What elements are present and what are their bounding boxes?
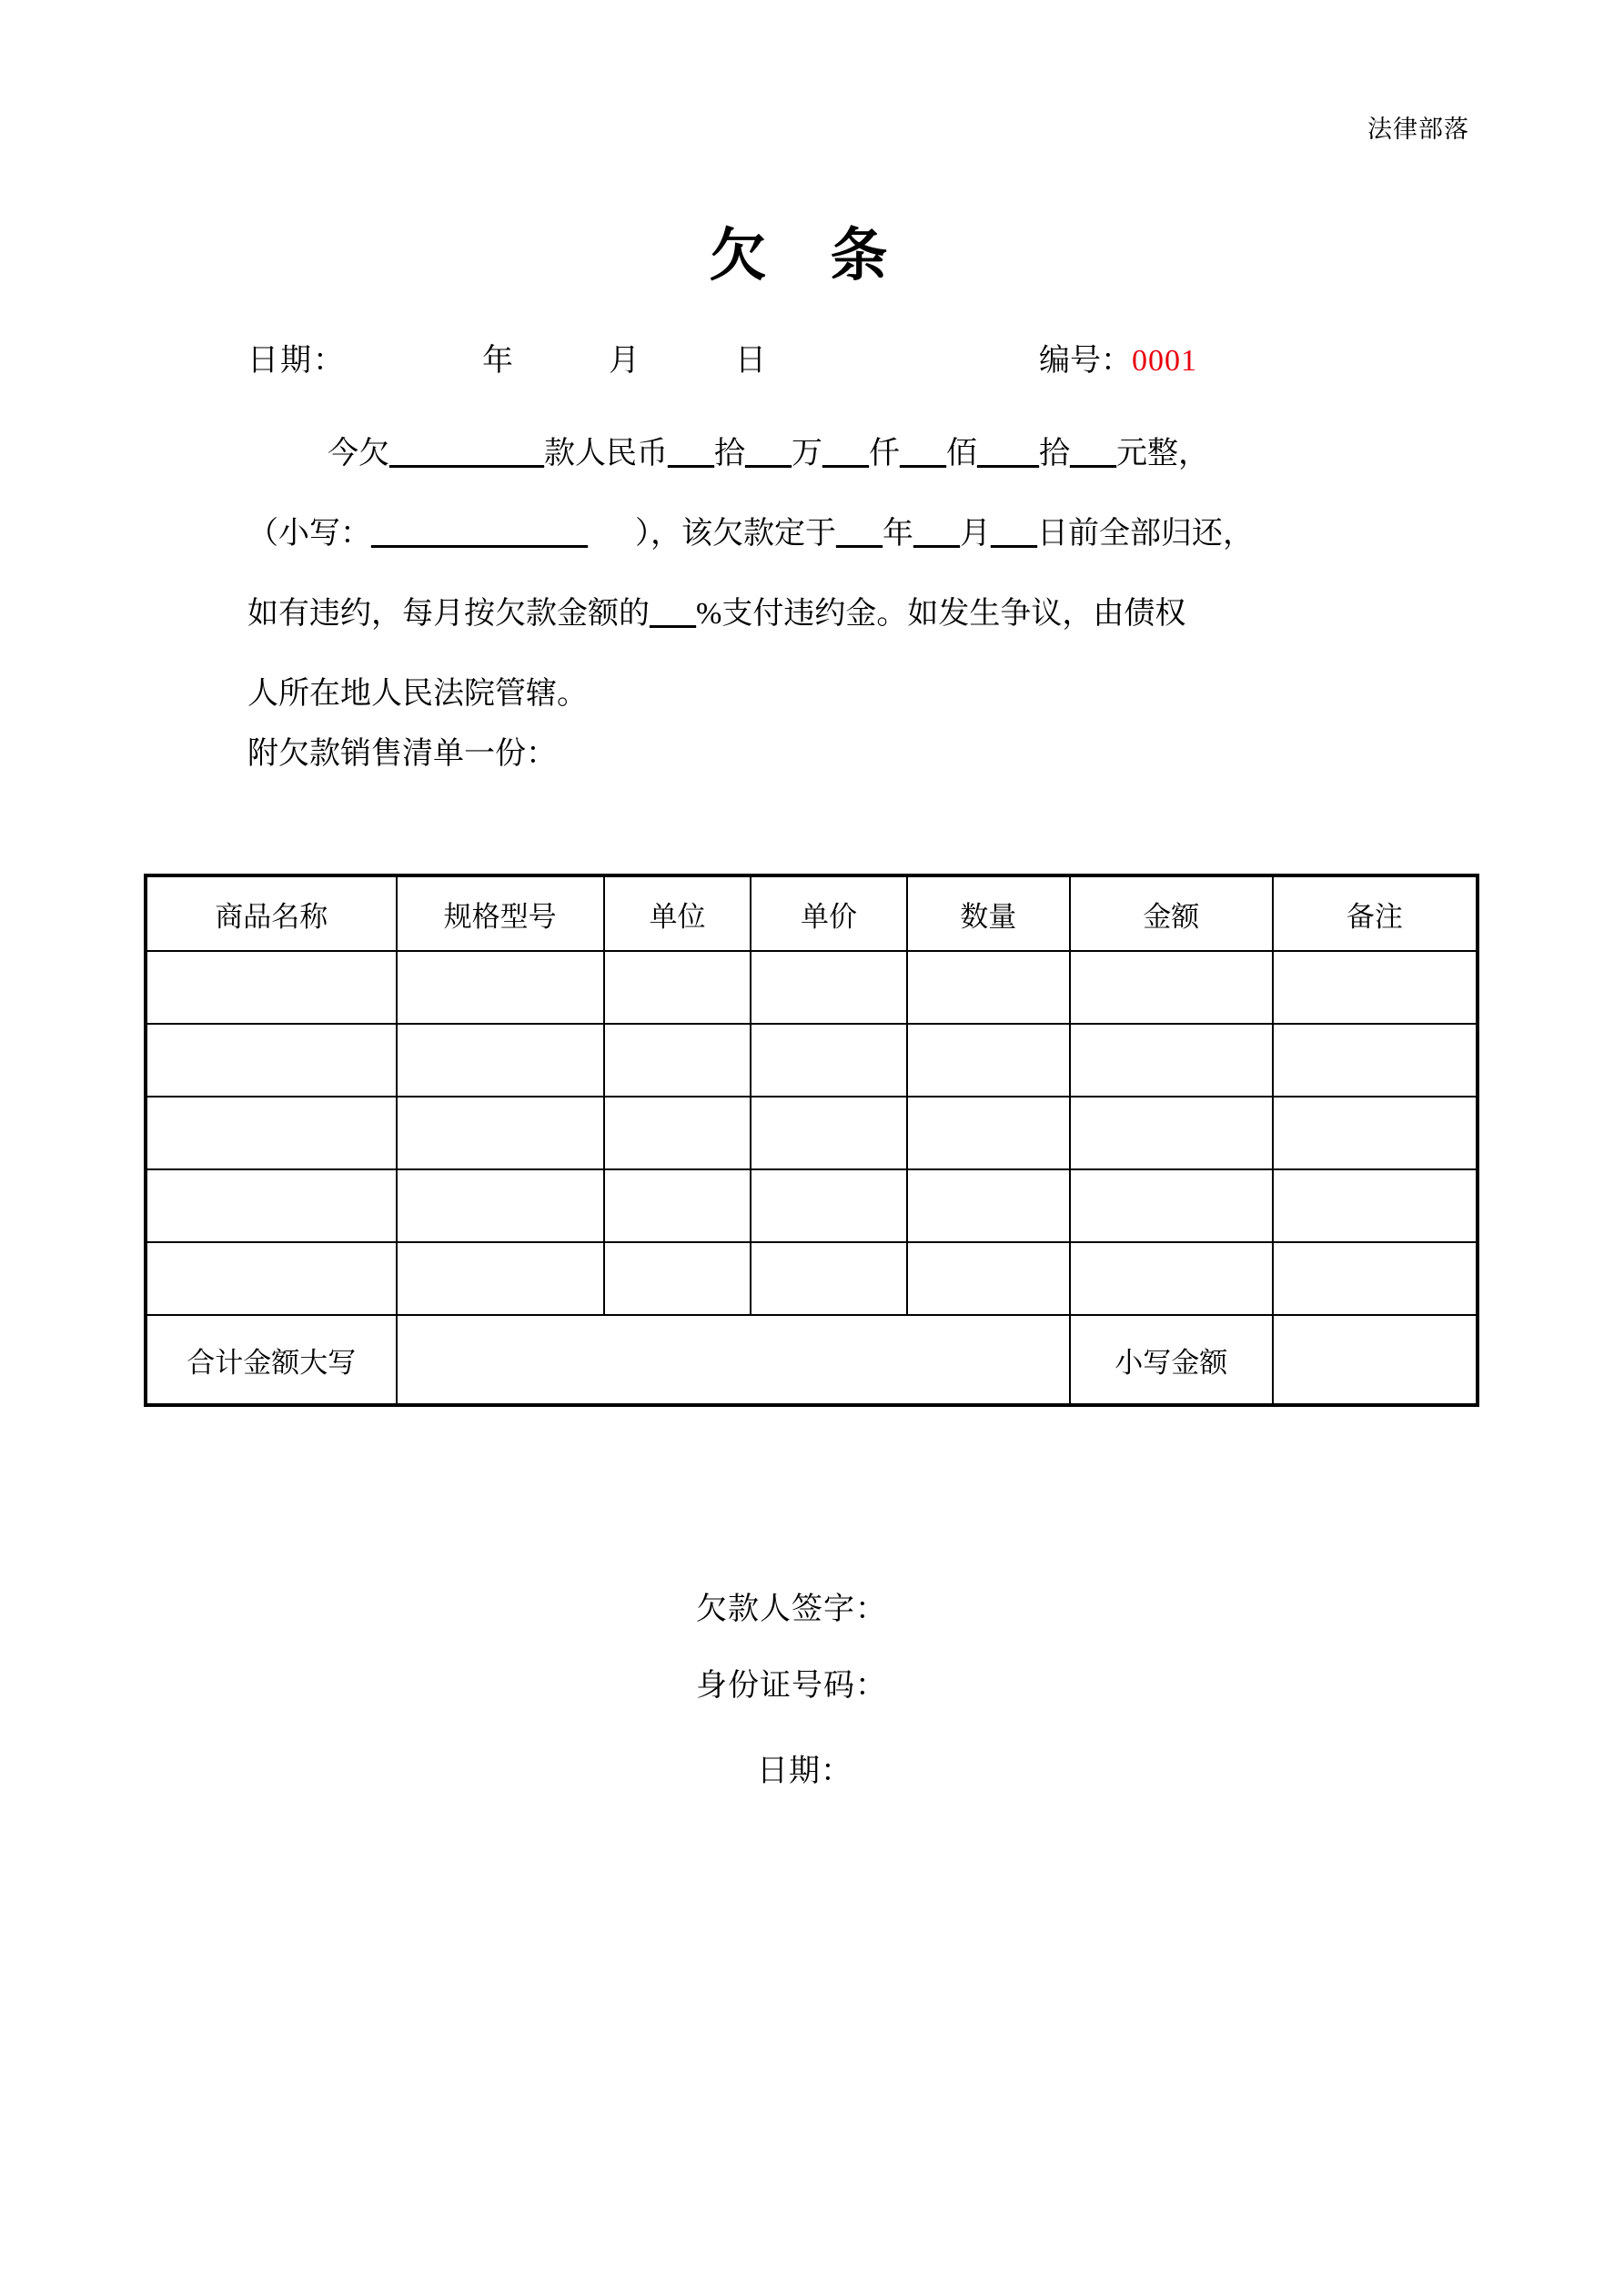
attachment-note: 附欠款销售清单一份：	[247, 737, 557, 771]
line1-j: 佰	[946, 437, 977, 470]
meta-row	[247, 335, 1376, 379]
table-header-cell: 商品名称	[146, 875, 397, 951]
line2-b: ），该欠款定于	[635, 517, 836, 551]
line2-blank: ______________	[371, 517, 588, 551]
table-row	[146, 1097, 1478, 1169]
line3-b: ___	[650, 597, 696, 631]
table-cell[interactable]	[907, 1242, 1070, 1315]
total-amount-value[interactable]	[397, 1315, 1070, 1405]
line2-c: ___	[836, 517, 883, 551]
total-amount-label: 合计金额大写	[146, 1315, 397, 1405]
goods-table	[144, 874, 1479, 1407]
table-cell[interactable]	[751, 1169, 907, 1242]
title-char-1: 欠	[709, 224, 794, 288]
table-cell[interactable]	[907, 951, 1070, 1024]
table-row	[146, 1169, 1478, 1242]
line1-m: ___	[1070, 437, 1116, 470]
header-brand: 法律部落	[1367, 116, 1469, 143]
table-cell[interactable]	[1070, 1024, 1273, 1097]
line1-b: 款人民币	[544, 437, 668, 470]
number-label: 编号：	[1039, 344, 1132, 378]
page-title	[0, 209, 1624, 292]
table-cell[interactable]	[907, 1097, 1070, 1169]
signature-date-label: 日期：	[757, 1755, 852, 1788]
table-header-cell: 备注	[1273, 875, 1478, 951]
table-cell[interactable]	[604, 1242, 751, 1315]
table-cell[interactable]	[1273, 1242, 1478, 1315]
table-header-cell: 金额	[1070, 875, 1273, 951]
line2-a: （小写：	[247, 517, 371, 551]
body-line-4	[247, 654, 1430, 734]
table-header-cell: 单价	[751, 875, 907, 951]
line3-c: %支付违约金。如发生争议，由债权	[696, 597, 1186, 631]
line1-f: 万	[792, 437, 822, 470]
date-year-label: 年	[482, 344, 513, 378]
table-cell[interactable]	[397, 1242, 604, 1315]
line1-d: 拾	[714, 437, 745, 470]
table-row	[146, 1024, 1478, 1097]
table-cell[interactable]	[1070, 951, 1273, 1024]
table-cell[interactable]	[397, 1097, 604, 1169]
table-cell[interactable]	[1273, 1169, 1478, 1242]
table-cell[interactable]	[751, 1242, 907, 1315]
body-line-3	[247, 574, 1430, 654]
line1-i: ___	[900, 437, 946, 470]
table-cell[interactable]	[751, 1097, 907, 1169]
table-cell[interactable]	[1070, 1097, 1273, 1169]
line1-h: 仟	[869, 437, 900, 470]
line1-a: 今欠	[328, 437, 389, 470]
table-cell[interactable]	[751, 951, 907, 1024]
table-header-row	[146, 875, 1478, 951]
line3-a: 如有违约，每月按欠款金额的	[247, 597, 650, 631]
table-row	[146, 951, 1478, 1024]
table-cell[interactable]	[146, 1169, 397, 1242]
table-cell[interactable]	[1070, 1242, 1273, 1315]
line2-h: 日前全部归还，	[1037, 517, 1254, 551]
table-cell[interactable]	[1273, 1097, 1478, 1169]
body-text	[247, 414, 1430, 734]
small-amount-label: 小写金额	[1070, 1315, 1273, 1405]
line2-g: ___	[991, 517, 1037, 551]
table-cell[interactable]	[146, 1024, 397, 1097]
line2-e: ___	[913, 517, 960, 551]
table-cell[interactable]	[397, 951, 604, 1024]
table-header-cell: 数量	[907, 875, 1070, 951]
table-cell[interactable]	[397, 1169, 604, 1242]
body-line-2	[247, 494, 1430, 574]
table-header-cell: 规格型号	[397, 875, 604, 951]
table-cell[interactable]	[146, 951, 397, 1024]
line1-k: ____	[977, 437, 1039, 470]
table-cell[interactable]	[1070, 1169, 1273, 1242]
table-cell[interactable]	[751, 1024, 907, 1097]
table-cell[interactable]	[907, 1024, 1070, 1097]
debtor-signature-label: 欠款人签字：	[696, 1593, 887, 1626]
line1-n: 元整，	[1116, 437, 1209, 470]
table-cell[interactable]	[397, 1024, 604, 1097]
table-row	[146, 1242, 1478, 1315]
table-cell[interactable]	[146, 1097, 397, 1169]
line1-l: 拾	[1039, 437, 1070, 470]
title-char-2: 条	[830, 224, 915, 288]
table-cell[interactable]	[1273, 1024, 1478, 1097]
date-day-label: 日	[735, 344, 766, 378]
line2-d: 年	[883, 517, 913, 551]
table-cell[interactable]	[604, 1097, 751, 1169]
line1-e: ___	[745, 437, 792, 470]
line1-blank: __________	[389, 437, 544, 470]
line4: 人所在地人民法院管辖。	[247, 677, 588, 711]
date-label: 日期：	[247, 344, 346, 378]
table-total-row	[146, 1315, 1478, 1405]
small-amount-value[interactable]	[1273, 1315, 1478, 1405]
table-cell[interactable]	[907, 1169, 1070, 1242]
date-month-label: 月	[609, 344, 640, 378]
body-line-1	[247, 414, 1430, 494]
table-cell[interactable]	[604, 1169, 751, 1242]
table-cell[interactable]	[604, 1024, 751, 1097]
table-cell[interactable]	[604, 951, 751, 1024]
line2-f: 月	[960, 517, 991, 551]
table-header-cell: 单位	[604, 875, 751, 951]
table-cell[interactable]	[1273, 951, 1478, 1024]
line1-c: ___	[668, 437, 714, 470]
id-number-label: 身份证号码：	[696, 1669, 887, 1703]
table-cell[interactable]	[146, 1242, 397, 1315]
number-value: 0001	[1132, 344, 1197, 378]
line1-g: ___	[822, 437, 869, 470]
